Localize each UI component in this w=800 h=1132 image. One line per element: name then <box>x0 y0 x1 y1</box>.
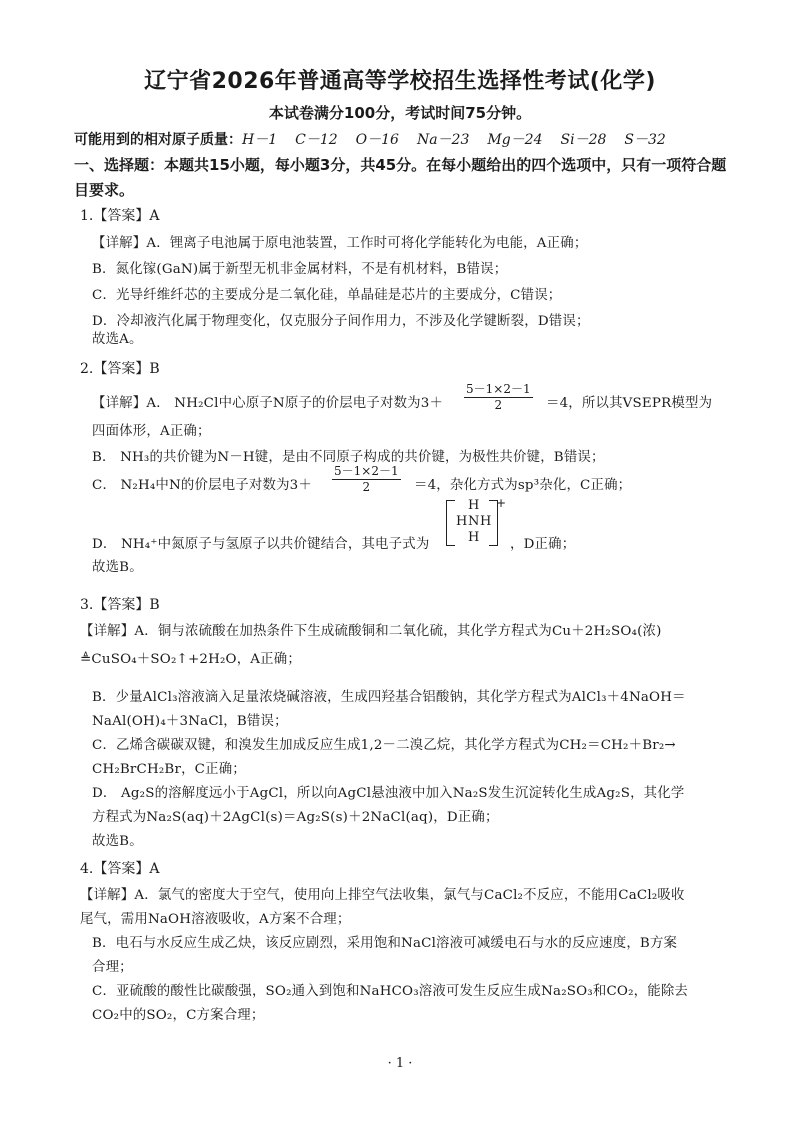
q3-line: C．乙烯含碳碳双键，和溴发生加成反应生成1,2－二溴乙烷，其化学方程式为CH₂＝CH₂＋Br₂→ <box>92 738 676 753</box>
electron-formula <box>442 496 508 548</box>
mass-na: Na－23 <box>416 132 470 148</box>
lewis-h-bottom: H <box>468 530 480 545</box>
mass-mg: Mg－24 <box>487 132 543 148</box>
q1-line: D．冷却液汽化属于物理变化，仅克服分子间作用力，不涉及化学键断裂，D错误； <box>92 314 590 329</box>
q4-line: B．电石与水反应生成乙炔，该反应剧烈，采用饱和NaCl溶液可减缓电石与水的反应速度，B方案 <box>92 936 678 951</box>
q1-line: 故选A。 <box>92 332 143 347</box>
q3-line: D． Ag₂S的溶解度远小于AgCl，所以向AgCl悬浊液中加入Na₂S发生沉淀转化生成Ag₂S，其化学 <box>92 786 685 801</box>
mass-h: H－1 <box>242 132 278 148</box>
q4-line: 【详解】A．氯气的密度大于空气，使用向上排空气法收集，氯气与CaCl₂不反应，不能用CaCl₂吸收 <box>80 888 685 903</box>
q3-line: 故选B。 <box>92 834 143 849</box>
q1-line: C．光导纤维纤芯的主要成分是二氧化硅，单晶硅是芯片的主要成分，C错误； <box>92 288 562 303</box>
lewis-h-top: H <box>468 498 480 513</box>
atomic-masses <box>74 129 684 149</box>
mass-si: Si－28 <box>560 132 607 148</box>
section-heading: 一、选择题：本题共15小题，每小题3分，共45分。在每小题给出的四个选项中，只有一项符合题目要求。 <box>74 156 727 199</box>
q3-line: CH₂BrCH₂Br，C正确； <box>92 762 246 777</box>
fraction-denominator: 2 <box>494 398 503 412</box>
mass-c: C－12 <box>295 132 338 148</box>
q3-line: 方程式为Na₂S(aq)＋2AgCl(s)＝Ag₂S(s)＋2NaCl(aq)，D正确； <box>92 810 499 825</box>
q1-line: B．氮化镓(GaN)属于新型无机非金属材料，不是有机材料，B错误； <box>92 262 508 277</box>
lewis-h-right: H <box>480 514 492 529</box>
fraction-denominator: 2 <box>362 480 371 494</box>
q4-line: 尾气，需用NaOH溶液吸收，A方案不合理； <box>80 912 351 927</box>
q2-line: ，D正确； <box>510 537 576 552</box>
fraction-numerator: 5－1×2－1 <box>334 464 399 478</box>
q2-line: C． N₂H₄中N的价层电子对数为3＋ <box>92 478 312 493</box>
q1-line: 【详解】A．锂离子电池属于原电池装置，工作时可将化学能转化为电能，A正确； <box>92 236 588 251</box>
mass-s: S－32 <box>624 132 666 148</box>
page-number: · 1 · <box>387 1056 413 1071</box>
q3-line: NaAl(OH)₄＋3NaCl，B错误； <box>92 714 288 729</box>
q4-line: 合理； <box>92 960 133 975</box>
q4-line: C．亚硫酸的酸性比碳酸强，SO₂通入到饱和NaHCO₃溶液可发生反应生成Na₂SO₃和CO₂，能除去 <box>92 984 689 999</box>
q3-line: 【详解】A．铜与浓硫酸在加热条件下生成硫酸铜和二氧化硫，其化学方程式为Cu＋2H₂SO₄(浓) <box>80 624 662 639</box>
q2-fraction <box>332 462 401 494</box>
q3-line: B．少量AlCl₃溶液滴入足量浓烧碱溶液，生成四羟基合铝酸钠，其化学方程式为AlCl₃＋4NaOH＝ <box>92 690 686 705</box>
q2-line: ＝4，杂化方式为sp³杂化，C正确； <box>414 478 632 493</box>
q2-line: D． NH₄⁺中氮原子与氢原子以共价键结合，其电子式为 <box>92 537 430 552</box>
q2-answer: 2.【答案】B <box>80 361 160 377</box>
q2-line: 四面体形，A正确； <box>92 424 211 439</box>
q3-line: ≜CuSO₄＋SO₂↑+2H₂O，A正确； <box>80 652 301 667</box>
lewis-charge: + <box>495 496 506 510</box>
q2-fraction <box>464 380 533 412</box>
q2-line: 【详解】A． NH₂Cl中心原子N原子的价层电子对数为3＋ <box>92 396 444 411</box>
q2-line: 故选B。 <box>92 560 143 575</box>
q2-line: B． NH₃的共价键为N－H键，是由不同原子构成的共价键，为极性共价键，B错误； <box>92 450 605 465</box>
mass-o: O－16 <box>355 132 399 148</box>
lewis-n: N <box>468 514 480 529</box>
q4-answer: 4.【答案】A <box>80 861 160 877</box>
page-subtitle: 本试卷满分100分，考试时间75分钟。 <box>268 104 532 122</box>
q2-line: ＝4，所以其VSEPR模型为 <box>546 396 713 411</box>
page-title: 辽宁省2026年普通高等学校招生选择性考试(化学) <box>144 69 656 94</box>
fraction-numerator: 5－1×2－1 <box>466 382 531 396</box>
q1-answer: 1.【答案】A <box>80 208 160 224</box>
atomic-masses-label: 可能用到的相对原子质量： <box>74 132 242 148</box>
q3-answer: 3.【答案】B <box>80 597 160 613</box>
q4-line: CO₂中的SO₂，C方案合理； <box>92 1008 265 1023</box>
lewis-h-left: H <box>456 514 468 529</box>
